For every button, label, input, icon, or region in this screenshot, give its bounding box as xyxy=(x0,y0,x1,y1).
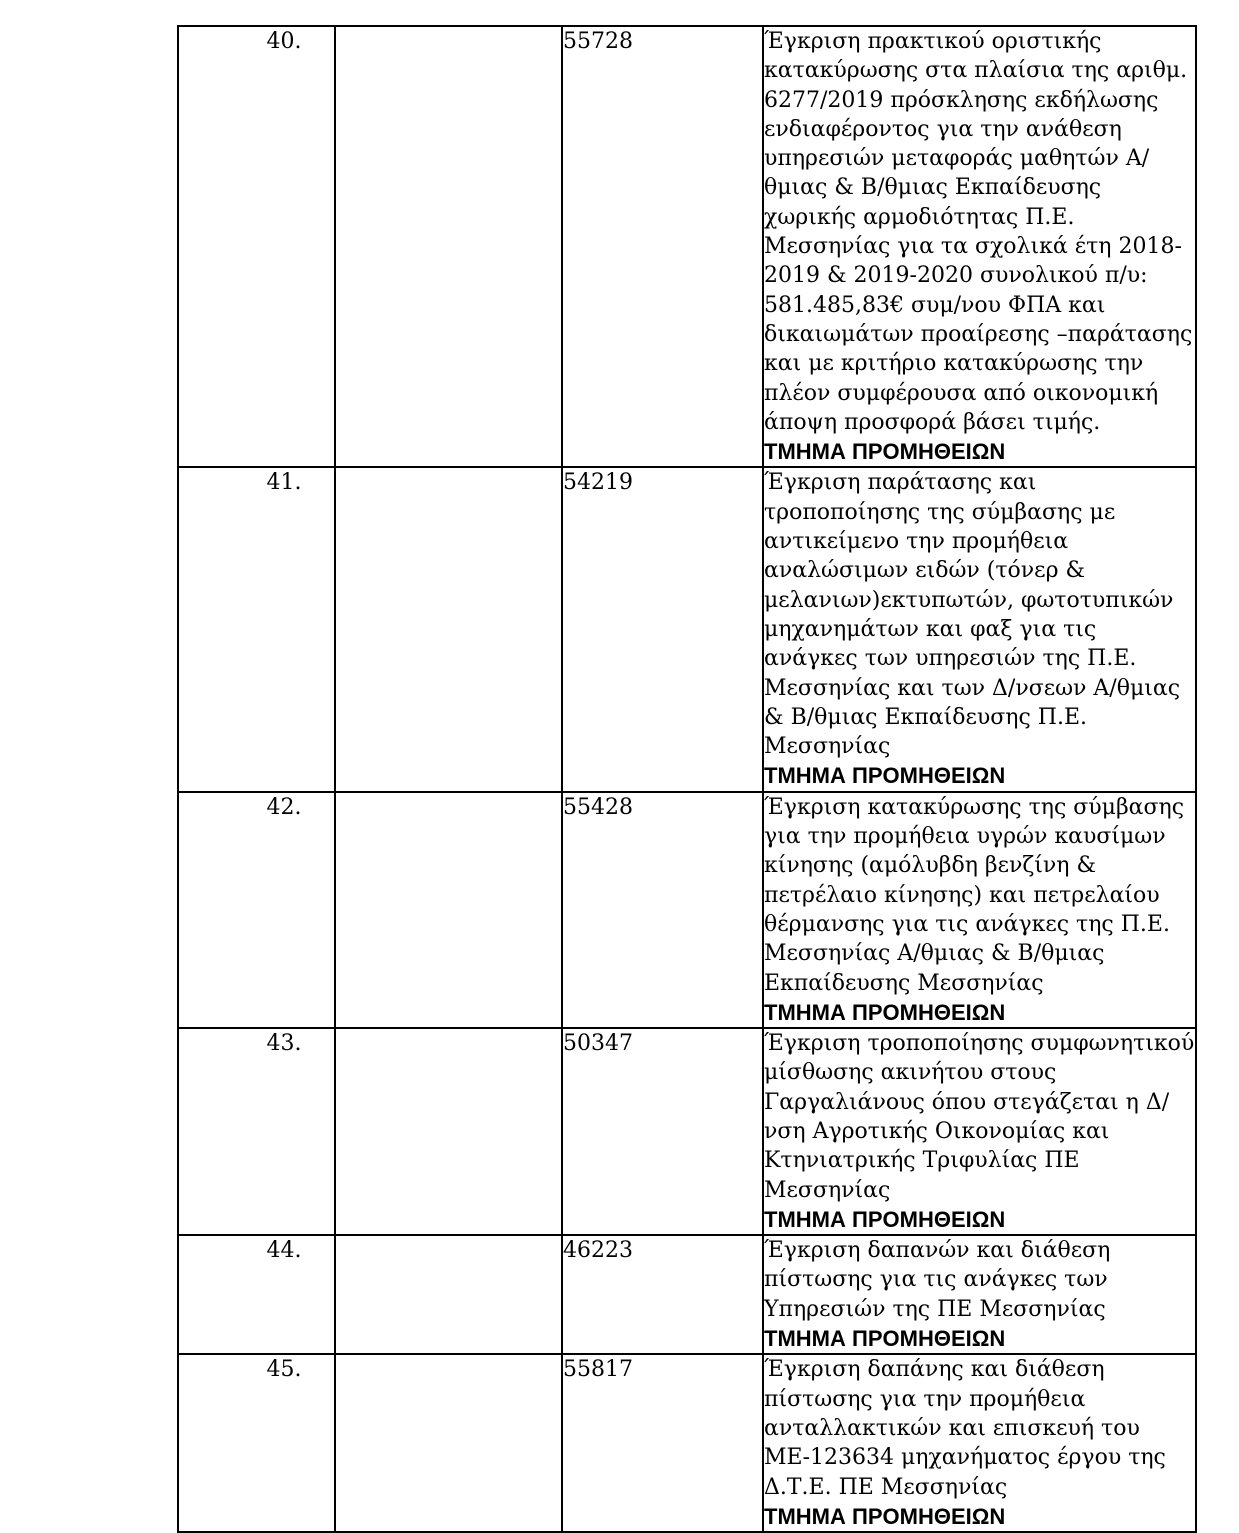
empty-cell xyxy=(335,467,562,791)
subject-text: Έγκριση κατακύρωσης της σύμβασης για την προμήθεια υγρών καυσίμων κίνησης (αμόλυβδη βενζίνη & πετρέλαιο κίνησης) και πετρελαίου θέρμανσης για τις ανάγκες της Π.Ε. Μεσσηνίας Α/θμιας & Β/θμιας Εκπαίδευσης Μεσσηνίας xyxy=(764,794,1185,996)
item-number-cell xyxy=(178,1354,335,1532)
subject-text: Έγκριση τροποποίησης συμφωνητικού μίσθωσης ακινήτου στους Γαργαλιάνους όπου στεγάζεται η Δ/νση Αγροτικής Οικονομίας και Κτηνιατρικής Τριφυλίας ΠΕ Μεσσηνίας xyxy=(764,1031,1195,1203)
item-number: 44. xyxy=(266,1238,302,1264)
empty-cell xyxy=(335,1354,562,1532)
subject-cell xyxy=(763,26,1196,467)
item-number-cell xyxy=(178,26,335,467)
department-label: ΤΜΗΜΑ ΠΡΟΜΗΘΕΙΩΝ xyxy=(764,1326,1006,1352)
subject-cell xyxy=(763,467,1196,791)
table-row xyxy=(178,1354,1196,1532)
department-label: ΤΜΗΜΑ ΠΡΟΜΗΘΕΙΩΝ xyxy=(764,999,1006,1025)
item-number-cell xyxy=(178,1235,335,1354)
protocol-number: 55728 xyxy=(562,26,763,467)
protocol-number: 55428 xyxy=(562,792,763,1028)
item-number-cell xyxy=(178,1028,335,1235)
subject-text: Έγκριση παράτασης και τροποποίησης της σύμβασης με αντικείμενο την προμήθεια αναλώσιμων ειδών (τόνερ & μελανιων)εκτυπωτών, φωτοτυπικών μηχανημάτων και φαξ για τις ανάγκες των υπηρεσιών της Π.Ε. Μεσσηνίας και των Δ/νσεων Α/θμιας & Β/θμιας Εκπαίδευσης Π.Ε. Μεσσηνίας xyxy=(764,470,1181,760)
item-number: 42. xyxy=(266,794,302,820)
department-label: ΤΜΗΜΑ ΠΡΟΜΗΘΕΙΩΝ xyxy=(764,1206,1006,1232)
item-number-cell xyxy=(178,467,335,791)
empty-cell xyxy=(335,1235,562,1354)
item-number: 40. xyxy=(266,29,302,54)
item-number: 41. xyxy=(266,470,302,496)
subject-cell xyxy=(763,1235,1196,1354)
empty-cell xyxy=(335,26,562,467)
table-row xyxy=(178,26,1196,467)
protocol-number: 46223 xyxy=(562,1235,763,1354)
subject-cell xyxy=(763,1354,1196,1532)
subject-text: Έγκριση δαπανών και διάθεση πίστωσης για τις ανάγκες των Υπηρεσιών της ΠΕ Μεσσηνίας xyxy=(764,1238,1111,1322)
subject-text: Έγκριση πρακτικού οριστικής κατακύρωσης στα πλαίσια της αριθμ. 6277/2019 πρόσκλησης εκδήλωσης ενδιαφέροντος για την ανάθεση υπηρεσιών μεταφοράς μαθητών Α/θμιας & Β/θμιας Εκπαίδευσης χωρικής αρμοδιότητας Π.Ε. Μεσσηνίας για τα σχολικά έτη 2018-2019 & 2019-2020 συνολικού π/υ: 581.485,83€ συμ/νου ΦΠΑ και δικαιωμάτων προαίρεσης –παράτασης και με κριτήριο κατακύρωσης την πλέον συμφέρουσα από οικονομική άποψη προσφορά βάσει τιμής. xyxy=(764,29,1193,435)
protocol-number: 55817 xyxy=(562,1354,763,1532)
protocol-number: 54219 xyxy=(562,467,763,791)
department-label: ΤΜΗΜΑ ΠΡΟΜΗΘΕΙΩΝ xyxy=(764,763,1006,789)
item-number: 45. xyxy=(266,1357,302,1383)
department-label: ΤΜΗΜΑ ΠΡΟΜΗΘΕΙΩΝ xyxy=(764,439,1006,465)
department-label: ΤΜΗΜΑ ΠΡΟΜΗΘΕΙΩΝ xyxy=(764,1503,1006,1529)
table-row xyxy=(178,1028,1196,1235)
agenda-table xyxy=(177,25,1197,1533)
empty-cell xyxy=(335,1028,562,1235)
item-number-cell xyxy=(178,792,335,1028)
empty-cell xyxy=(335,792,562,1028)
subject-text: Έγκριση δαπάνης και διάθεση πίστωσης για την προμήθεια ανταλλακτικών και επισκευή του ΜΕ-123634 μηχανήματος έργου της Δ.Τ.Ε. ΠΕ Μεσσηνίας xyxy=(764,1357,1166,1500)
table-row xyxy=(178,1235,1196,1354)
protocol-number: 50347 xyxy=(562,1028,763,1235)
item-number: 43. xyxy=(266,1031,302,1057)
table-row xyxy=(178,467,1196,791)
table-row xyxy=(178,792,1196,1028)
subject-cell xyxy=(763,1028,1196,1235)
subject-cell xyxy=(763,792,1196,1028)
